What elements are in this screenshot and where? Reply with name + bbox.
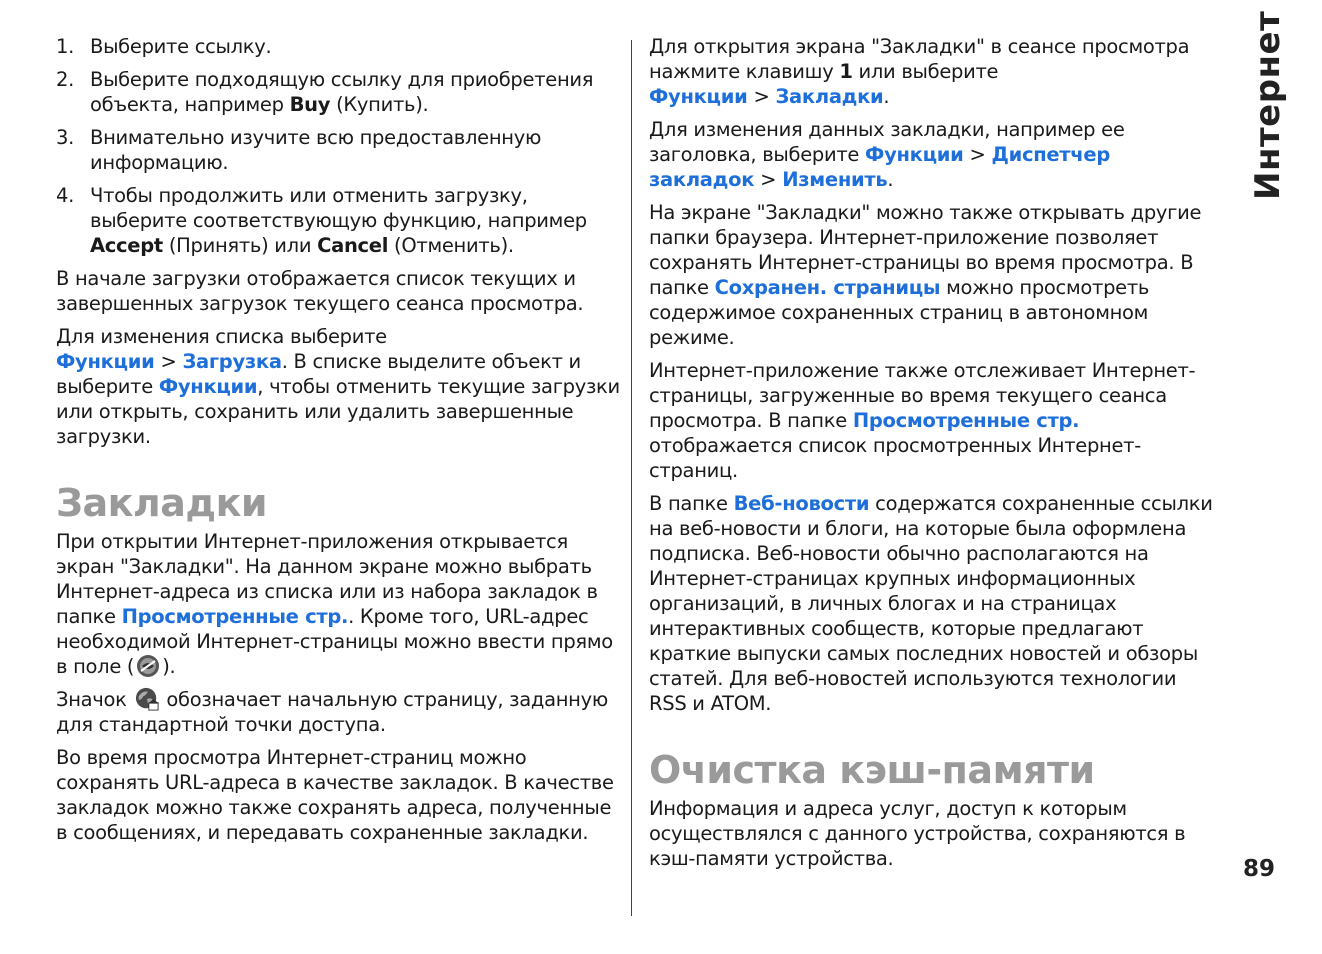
- column-divider: [631, 40, 632, 916]
- text: Для открытия экрана "Закладки" в сеансе просмотра нажмите клавишу: [649, 35, 1190, 83]
- text: или выберите: [852, 60, 999, 83]
- text: . В списке выделите объект и выберите: [56, 350, 581, 398]
- text: .: [887, 168, 894, 191]
- text: содержатся сохраненные ссылки на веб-новости и блоги, на которые была оформлена подписка. Веб-новости обычно располагаются на Интернет-страницах крупных информационных организаций, в личных блогах и на страницах интерактивных сообществ, которые предлагают краткие выпуски самых последних новостей и обзоры статей. Для веб-новостей используются технологии RSS и ATOM.: [649, 492, 1213, 715]
- download-steps-list: [56, 34, 622, 258]
- list-text: (Купить).: [330, 93, 429, 116]
- text: отображается список просмотренных Интернет-страниц.: [649, 434, 1141, 482]
- heading-bookmarks: Закладки: [56, 481, 268, 525]
- link-downloads[interactable]: Загрузка: [182, 350, 282, 373]
- link-functions[interactable]: Функции: [865, 143, 964, 166]
- address-field-icon: [136, 654, 160, 678]
- list-text: Выберите ссылку.: [90, 35, 272, 58]
- key-label: 1: [839, 60, 853, 83]
- ui-term-accept: Accept: [90, 234, 163, 257]
- list-text: Внимательно изучите всю предоставленную информацию.: [90, 126, 542, 174]
- paragraph: [56, 529, 622, 679]
- text: Для изменения данных закладки, например ее заголовка, выберите: [649, 118, 1125, 166]
- text: . Кроме того, URL-адрес необходимой Интернет-страницы можно ввести прямо в поле (: [56, 605, 613, 678]
- link-functions[interactable]: Функции: [158, 375, 258, 398]
- list-text: Выберите подходящую ссылку для приобретения объекта, например: [90, 68, 594, 116]
- paragraph: [649, 200, 1215, 350]
- text: При открытии Интернет-приложения открывается экран "Закладки". На данном экране можно выбрать Интернет-адреса из списка или из набора закладок в папке: [56, 530, 598, 628]
- text: На экране "Закладки" можно также открывать другие папки браузера. Интернет-приложение позволяет сохранять Интернет-страницы во время просмотра. В папке: [649, 201, 1202, 299]
- link-visited-pages[interactable]: Просмотренные стр.: [121, 605, 349, 628]
- list-text: Чтобы продолжить или отменить загрузку, выберите соответствующую функцию, например: [90, 184, 587, 232]
- link-functions[interactable]: Функции: [56, 350, 155, 373]
- text: ).: [162, 655, 176, 678]
- text: Интернет-приложение также отслеживает Интернет-страницы, загруженные во время текущего сеанса просмотра. В папке: [649, 359, 1196, 432]
- text: обозначает начальную страницу, заданную для стандартной точки доступа.: [56, 688, 608, 736]
- paragraph: [649, 358, 1215, 483]
- list-item: [56, 34, 622, 59]
- text: Значок: [56, 688, 133, 711]
- text: .: [883, 85, 890, 108]
- link-saved-pages[interactable]: Сохранен. страницы: [714, 276, 941, 299]
- link-bookmarks[interactable]: Закладки: [775, 85, 884, 108]
- link-edit[interactable]: Изменить: [782, 168, 888, 191]
- paragraph: [56, 324, 622, 449]
- text: Для изменения списка выберите: [56, 325, 387, 348]
- paragraph: [649, 117, 1215, 192]
- paragraph: [649, 491, 1215, 716]
- section-side-title: Интернет: [1248, 10, 1288, 200]
- list-number: 4.: [56, 184, 75, 207]
- right-column: [649, 34, 1215, 879]
- paragraph: Информация и адреса услуг, доступ к которым осуществлялся с данного устройства, сохраняются в кэш-памяти устройства.: [649, 797, 1186, 870]
- text: В папке: [649, 492, 734, 515]
- paragraph: В начале загрузки отображается список текущих и завершенных загрузок текущего сеанса просмотра.: [56, 267, 584, 315]
- left-column: [56, 34, 622, 853]
- link-functions[interactable]: Функции: [649, 85, 748, 108]
- list-text: (Отменить).: [388, 234, 514, 257]
- text: , чтобы отменить текущие загрузки или открыть, сохранить или удалить завершенные загрузки.: [56, 375, 620, 448]
- list-item: [56, 183, 622, 258]
- list-item: [56, 67, 622, 117]
- path-separator: >: [760, 168, 777, 191]
- text: можно просмотреть содержимое сохраненных страниц в автономном режиме.: [649, 276, 1150, 349]
- ui-term-cancel: Cancel: [317, 234, 389, 257]
- path-separator: >: [969, 143, 986, 166]
- list-text: (Принять) или: [162, 234, 318, 257]
- path-separator: >: [160, 350, 177, 373]
- list-number: 1.: [56, 35, 75, 58]
- heading-clear-cache: Очистка кэш-памяти: [649, 748, 1095, 792]
- link-visited-pages[interactable]: Просмотренные стр.: [852, 409, 1080, 432]
- home-page-globe-icon: [135, 687, 159, 711]
- list-item: [56, 125, 622, 175]
- path-separator: >: [753, 85, 770, 108]
- paragraph: [56, 687, 622, 737]
- paragraph: [649, 34, 1215, 109]
- link-bookmark-manager[interactable]: Диспетчер закладок: [649, 143, 1110, 191]
- paragraph: Во время просмотра Интернет-страниц можно сохранять URL-адреса в качестве закладок. В качестве закладок можно также сохранять адреса, полученные в сообщениях, и передавать сохраненные закладки.: [56, 746, 614, 844]
- list-number: 2.: [56, 68, 75, 91]
- page-number: 89: [1243, 856, 1276, 882]
- link-web-feeds[interactable]: Веб-новости: [733, 492, 870, 515]
- ui-term-buy: Buy: [289, 93, 331, 116]
- list-number: 3.: [56, 126, 75, 149]
